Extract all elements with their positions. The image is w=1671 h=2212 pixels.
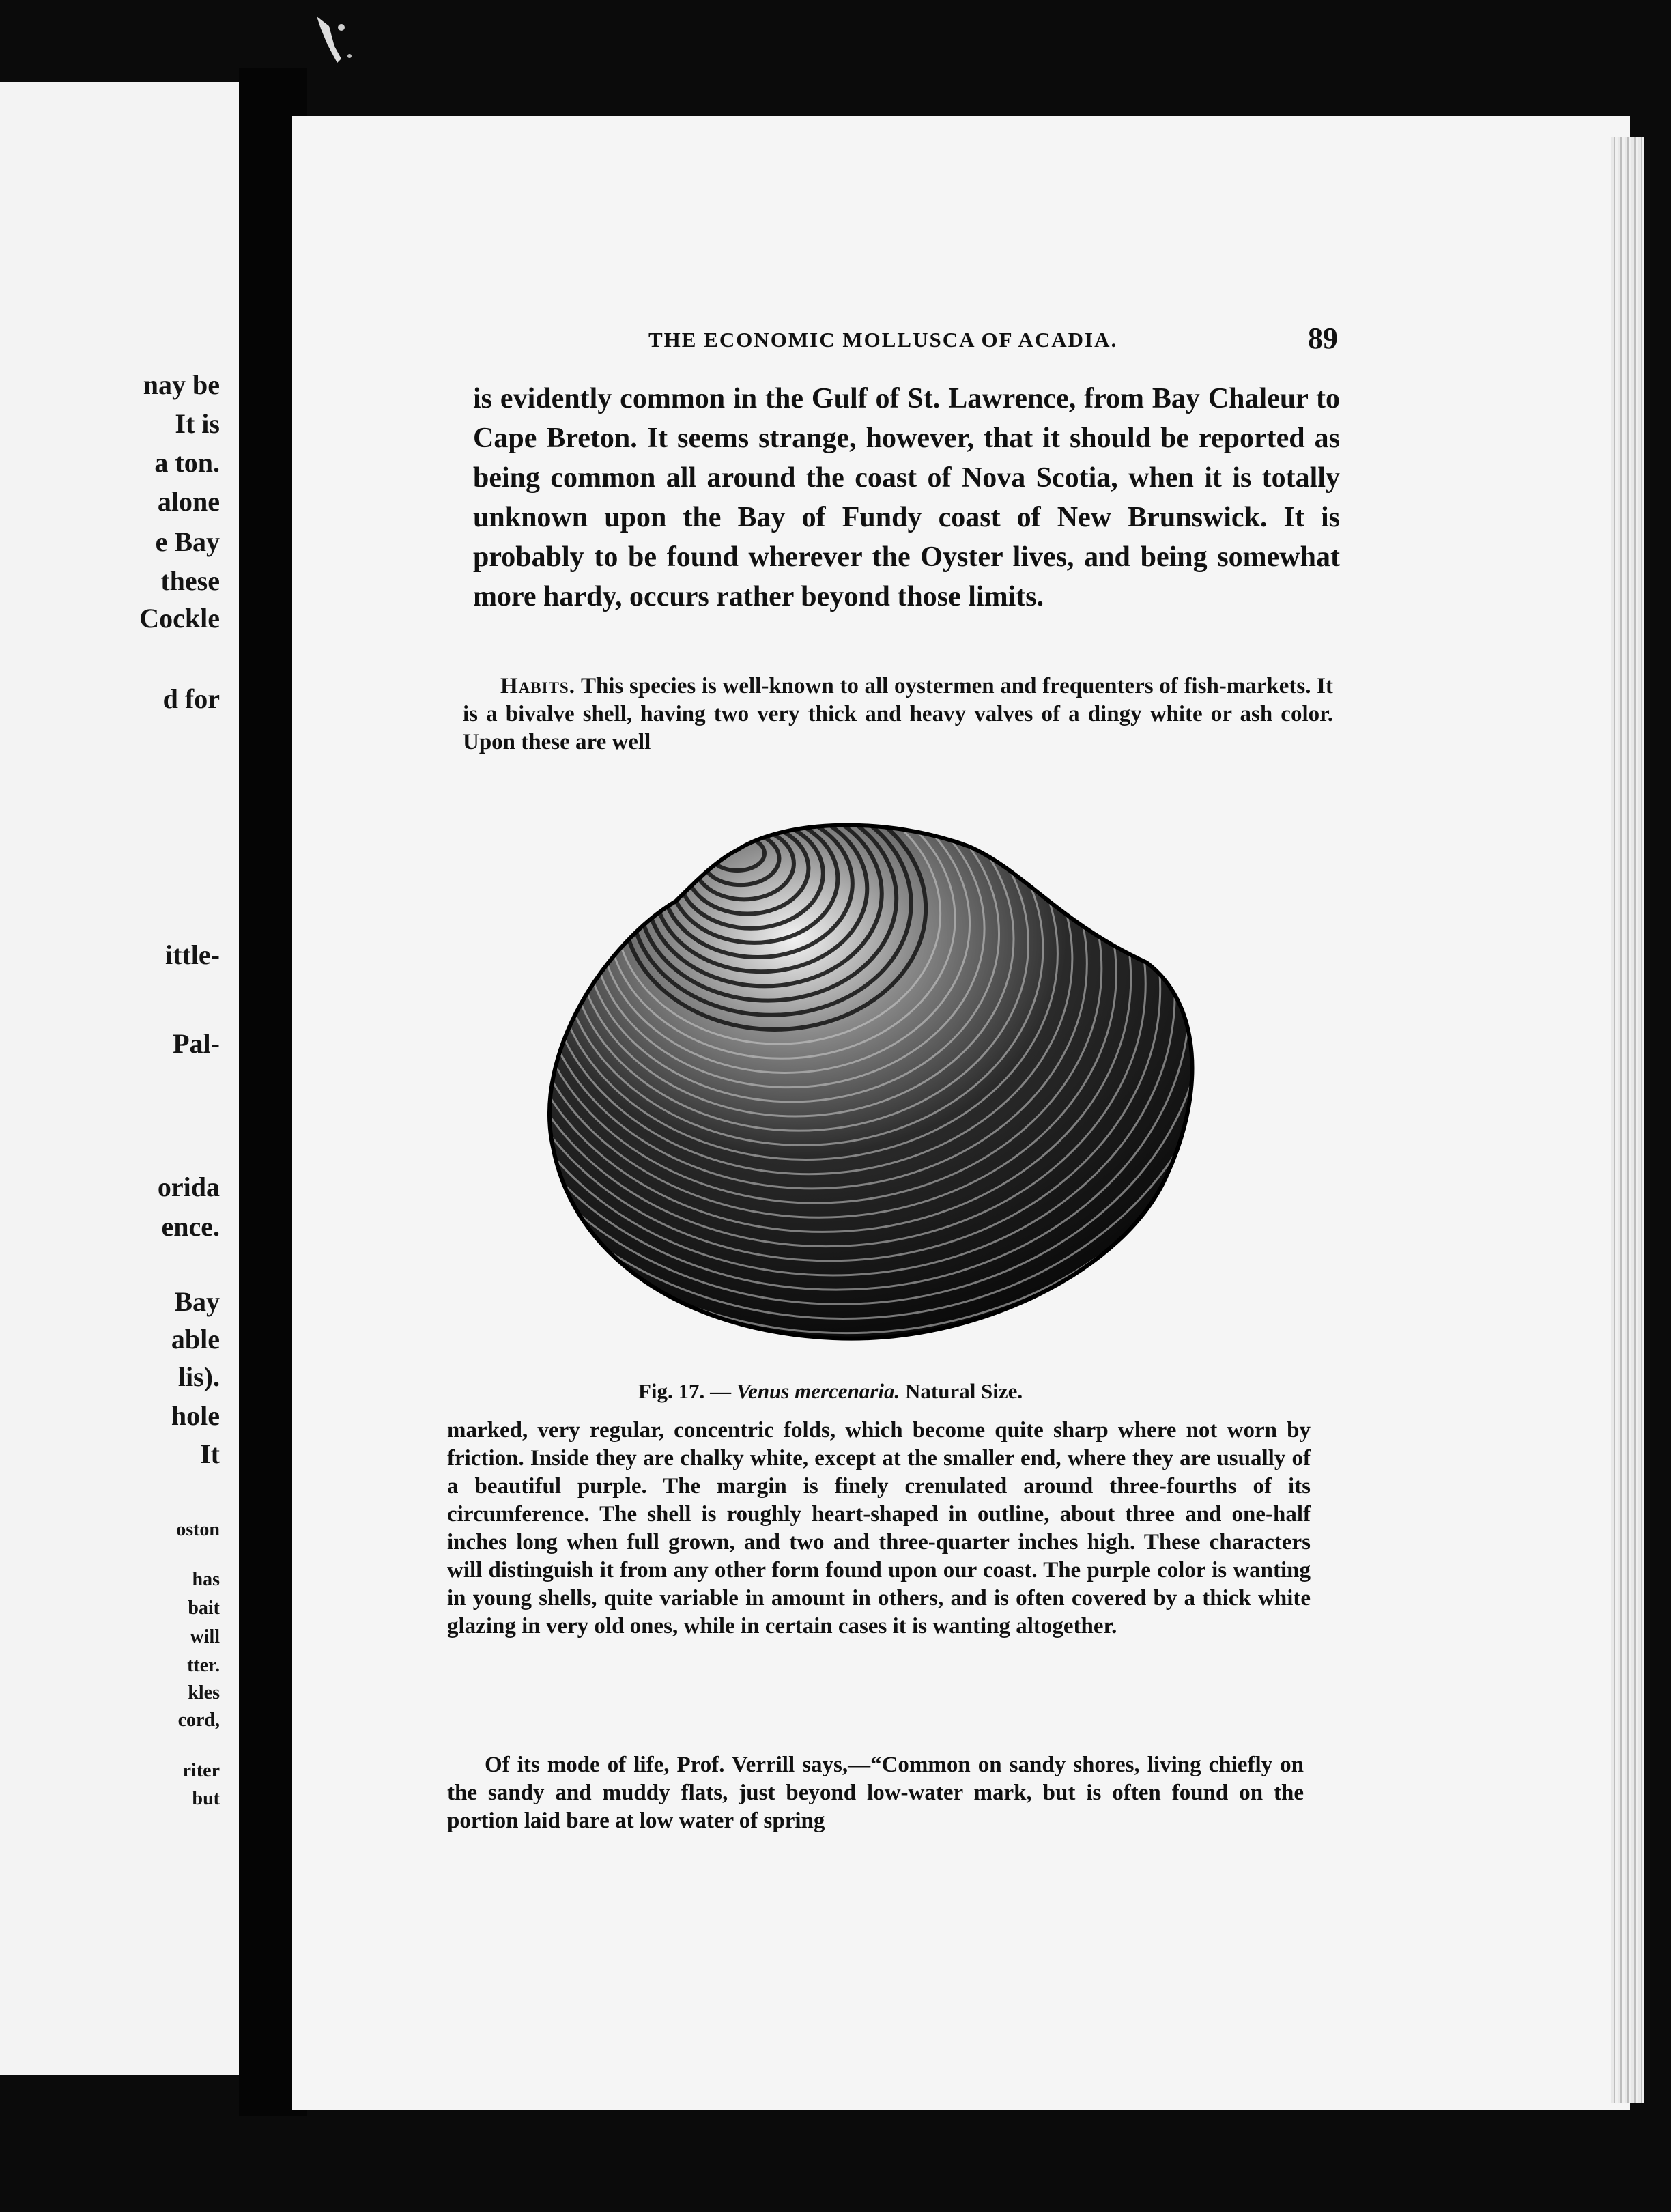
left-page-fragment: ittle-	[165, 939, 220, 970]
figure-label: Fig. 17.	[638, 1379, 705, 1403]
left-page-fragment: orida	[157, 1172, 220, 1202]
paragraph-description: marked, very regular, concentric folds, which become quite sharp where not worn by friction. Inside they are chalky white, except at the smaller end, where they are usually of a beautiful purple. The margin is finely crenulated around three-fourths of its circumference. The shell is roughly heart-shaped in outline, about three and one-half inches long when full grown, and two and three-quarter inches high. These characters will distinguish it from any other form found upon our coast. The purple color is wanting in young shells, quite variable in amount in others, and is often covered by a thick white glazing in very old ones, while in certain cases it is wanting altogether.	[447, 1418, 1311, 1639]
left-page-fragment: oston	[176, 1519, 220, 1540]
left-page-fragment: Bay	[174, 1286, 220, 1317]
scan-specks	[314, 14, 355, 68]
left-page-fragment: these	[160, 565, 220, 596]
figure-species: Venus mercenaria.	[736, 1379, 900, 1403]
caption-dash: —	[710, 1379, 732, 1403]
left-page-fragment: has	[192, 1569, 220, 1590]
left-page-fragment: hole	[171, 1400, 220, 1431]
page-number: 89	[1308, 322, 1338, 355]
figure-note: Natural Size.	[904, 1379, 1023, 1403]
paragraph-distribution: is evidently common in the Gulf of St. Lawrence, from Bay Chaleur to Cape Breton. It seems strange, however, that it should be reported as being common all around the coast of Nova Scotia, when it is totally unknown upon the Bay of Fundy coast of New Brunswick. It is probably to be found wherever the Oyster lives, and being somewhat more hardy, occurs rather beyond those limits.	[473, 383, 1340, 612]
left-page-fragment: kles	[188, 1682, 220, 1703]
running-head: THE ECONOMIC MOLLUSCA OF ACADIA.	[648, 328, 1118, 352]
paragraph-mode-of-life	[447, 1751, 1304, 1835]
left-page-fragment: but	[192, 1788, 220, 1809]
habits-heading: Habits.	[500, 674, 575, 698]
mode-of-life-text: Of its mode of life, Prof. Verrill says,—“Common on sandy shores, living chiefly on the sandy and muddy flats, just beyond low-water mark, but is often found on the portion laid bare at low water of spring	[447, 1753, 1304, 1833]
left-page-fragment: nay be	[143, 369, 220, 400]
left-page-fragment: ence.	[161, 1211, 220, 1242]
paragraph-habits	[463, 672, 1333, 756]
left-page-fragment: riter	[182, 1760, 220, 1781]
left-page-fragment: Cockle	[139, 603, 220, 634]
left-page-fragment: cord,	[177, 1710, 220, 1731]
left-page-fragment: bait	[188, 1598, 220, 1619]
left-page-fragment: Pal-	[173, 1028, 220, 1059]
left-page-fragment: will	[190, 1626, 220, 1647]
figure-caption	[638, 1379, 1023, 1404]
habits-text: This species is well-known to all oystermen and frequenters of fish-markets. It is a bivalve shell, having two very thick and heavy valves of a dingy white or ash color. Upon these are well	[463, 674, 1333, 754]
left-page-fragment: lis).	[177, 1361, 220, 1392]
left-page-fragment: It	[200, 1438, 220, 1469]
left-page-fragment: alone	[157, 486, 220, 517]
venus-mercenaria-shell-illustration	[532, 806, 1229, 1352]
left-page-fragment: e Bay	[155, 526, 220, 557]
left-page-fragment: able	[171, 1324, 220, 1355]
left-page-fragment: tter.	[187, 1655, 220, 1676]
page-edges	[1611, 137, 1644, 2103]
left-page-fragment: It is	[175, 408, 220, 439]
left-page	[0, 82, 239, 2075]
left-page-fragment: d for	[162, 683, 220, 714]
left-page-fragment: a ton.	[154, 447, 220, 478]
